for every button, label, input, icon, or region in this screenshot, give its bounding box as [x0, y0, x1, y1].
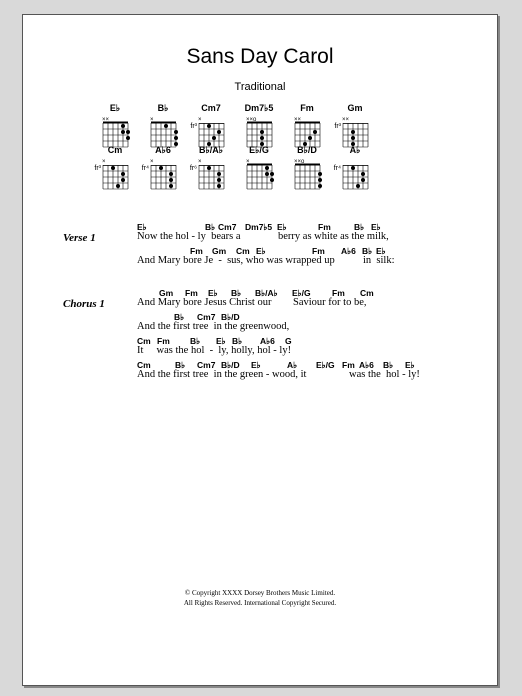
chord-diagram-name: B♭	[157, 103, 169, 113]
chord-diagram-name: E♭/G	[249, 145, 269, 155]
chord-symbol: Fm	[332, 288, 345, 298]
nut-line	[247, 164, 272, 166]
finger-dot	[318, 184, 322, 188]
chord-symbol: Cm7	[197, 360, 216, 370]
nut-line	[151, 165, 176, 166]
chord-symbol: E♭/G	[292, 288, 311, 298]
chord-symbol: E♭	[277, 222, 287, 232]
chord-symbol: B♭	[231, 288, 242, 298]
string-marks: ×	[150, 159, 154, 165]
finger-dot	[174, 136, 178, 140]
chord-diagram	[325, 145, 385, 205]
finger-dot	[351, 166, 355, 170]
chord-symbol: B♭	[175, 360, 186, 370]
finger-dot	[318, 172, 322, 176]
finger-dot	[270, 178, 274, 182]
chord-symbol: E♭	[208, 288, 218, 298]
chord-symbol: G	[285, 336, 292, 346]
lyric-text: And the first tree in the greenwood,	[137, 321, 290, 332]
finger-dot	[217, 130, 221, 134]
finger-dot	[356, 184, 360, 188]
lyric-text: And Mary bore Je - sus, who was wrapped up	[137, 255, 335, 266]
lyric-text: It was the hol - ly, holly, hol - ly!	[137, 345, 292, 356]
finger-dot	[111, 166, 115, 170]
finger-dot	[121, 172, 125, 176]
finger-dot	[361, 178, 365, 182]
finger-dot	[126, 130, 130, 134]
rights-line: All Rights Reserved. International Copyright Secured.	[183, 599, 337, 607]
chord-diagram-name: B♭/A♭	[199, 145, 223, 155]
fret-number: fr⁴	[141, 165, 149, 172]
chord-symbol: B♭	[190, 336, 201, 346]
chord-symbol: Gm	[159, 288, 174, 298]
lyric-text: And Mary bore Jesus Christ our	[137, 297, 272, 308]
section-label: Verse 1	[63, 232, 96, 244]
finger-dot	[212, 136, 216, 140]
chord-symbol: Cm	[236, 246, 250, 256]
string-marks: ××o	[294, 159, 305, 165]
chord-symbol: Fm	[318, 222, 331, 232]
string-marks: ×	[246, 159, 250, 165]
string-marks: ××	[342, 117, 350, 123]
chord-symbol: Gm	[212, 246, 227, 256]
chord-symbol: B♭	[354, 222, 365, 232]
chord-diagram-name: A♭6	[155, 145, 171, 155]
fret-number: fr⁶	[189, 165, 197, 172]
chord-symbol: E♭	[256, 246, 266, 256]
fret-number: fr³	[94, 165, 101, 172]
chord-symbol: E♭	[251, 360, 261, 370]
lyric-text: in silk:	[363, 255, 395, 266]
chord-symbol: Fm	[157, 336, 170, 346]
chord-symbol: Fm	[185, 288, 198, 298]
finger-dot	[121, 124, 125, 128]
chord-symbol: A♭6	[359, 360, 374, 370]
fret-number: fr⁴	[333, 165, 341, 172]
finger-dot	[159, 166, 163, 170]
sheet-page	[22, 14, 498, 686]
chord-symbol: Cm7	[218, 222, 237, 232]
string-marks: ××	[294, 117, 302, 123]
finger-dot	[217, 184, 221, 188]
chord-symbol: A♭6	[260, 336, 275, 346]
chord-diagram-name: B♭/D	[297, 145, 317, 155]
nut-line	[343, 165, 368, 166]
string-marks: ×	[150, 117, 154, 123]
chord-symbol: E♭	[376, 246, 386, 256]
chord-diagram-name: E♭	[109, 103, 121, 113]
nut-line	[151, 122, 176, 124]
chord-symbol: E♭	[216, 336, 226, 346]
chord-symbol: B♭	[205, 222, 216, 232]
string-marks: ××o	[246, 117, 257, 123]
song-title: Sans Day Carol	[186, 45, 334, 68]
fret-number: fr³	[190, 123, 197, 130]
chord-symbol: A♭	[287, 360, 298, 370]
finger-dot	[126, 136, 130, 140]
chord-symbol: B♭	[232, 336, 243, 346]
chord-symbol: A♭6	[341, 246, 356, 256]
chord-diagram-name: Dm7♭5	[244, 103, 274, 113]
chord-symbol: E♭/G	[316, 360, 335, 370]
finger-dot	[164, 124, 168, 128]
lyric-text: berry as white as the milk,	[278, 231, 389, 242]
section-label: Chorus 1	[63, 298, 105, 310]
chord-symbol: Cm	[137, 336, 151, 346]
lyric-text: Now the hol - ly bears a	[137, 231, 241, 242]
lyric-text: And the first tree in the green - wood, it	[137, 369, 307, 380]
nut-line	[343, 123, 368, 124]
nut-line	[103, 165, 128, 166]
finger-dot	[318, 178, 322, 182]
lyric-text: was the hol - ly!	[349, 369, 420, 380]
chord-symbol: Fm	[190, 246, 203, 256]
finger-dot	[169, 178, 173, 182]
finger-dot	[308, 136, 312, 140]
string-marks: ×	[102, 159, 106, 165]
string-marks: ××	[102, 117, 110, 123]
chord-symbol: Fm	[342, 360, 355, 370]
finger-dot	[361, 172, 365, 176]
chord-symbol: B♭	[383, 360, 394, 370]
nut-line	[199, 123, 224, 124]
chord-symbol: B♭/A♭	[255, 288, 278, 298]
finger-dot	[121, 130, 125, 134]
chord-symbol: Cm	[360, 288, 374, 298]
finger-dot	[174, 130, 178, 134]
chord-symbol: Cm7	[197, 312, 216, 322]
composer: Traditional	[234, 81, 286, 93]
finger-dot	[265, 172, 269, 176]
chord-diagram-name: Gm	[347, 103, 363, 113]
finger-dot	[351, 130, 355, 134]
finger-dot	[270, 172, 274, 176]
string-marks: ×	[198, 159, 202, 165]
fretboard-grid	[325, 145, 385, 205]
chord-symbol: B♭/D	[221, 312, 240, 322]
finger-dot	[116, 184, 120, 188]
finger-dot	[121, 178, 125, 182]
copyright-line: © Copyright XXXX Dorsey Brothers Music Limited.	[184, 589, 336, 597]
finger-dot	[217, 178, 221, 182]
chord-diagram-name: Cm7	[201, 103, 221, 113]
chord-symbol: E♭	[137, 222, 147, 232]
finger-dot	[169, 184, 173, 188]
finger-dot	[351, 136, 355, 140]
finger-dot	[169, 172, 173, 176]
lyric-text: Saviour for to be,	[293, 297, 367, 308]
finger-dot	[207, 124, 211, 128]
finger-dot	[313, 130, 317, 134]
chord-symbol: E♭	[405, 360, 415, 370]
nut-line	[199, 165, 224, 166]
chord-symbol: Fm	[312, 246, 325, 256]
chord-diagram-name: Fm	[300, 103, 314, 113]
copyright-notice	[23, 588, 497, 608]
finger-dot	[217, 172, 221, 176]
chord-symbol: Dm7♭5	[245, 222, 273, 232]
finger-dot	[260, 136, 264, 140]
finger-dot	[260, 130, 264, 134]
fret-number: fr³	[334, 123, 341, 130]
chord-symbol: B♭	[174, 312, 185, 322]
chord-symbol: Cm	[137, 360, 151, 370]
chord-symbol: E♭	[371, 222, 381, 232]
finger-dot	[207, 166, 211, 170]
chord-symbol: B♭/D	[221, 360, 240, 370]
chord-symbol: B♭	[362, 246, 373, 256]
finger-dot	[265, 166, 269, 170]
string-marks: ×	[198, 117, 202, 123]
chord-diagram-name: Cm	[107, 145, 123, 155]
chord-diagram-name: A♭	[349, 145, 361, 155]
